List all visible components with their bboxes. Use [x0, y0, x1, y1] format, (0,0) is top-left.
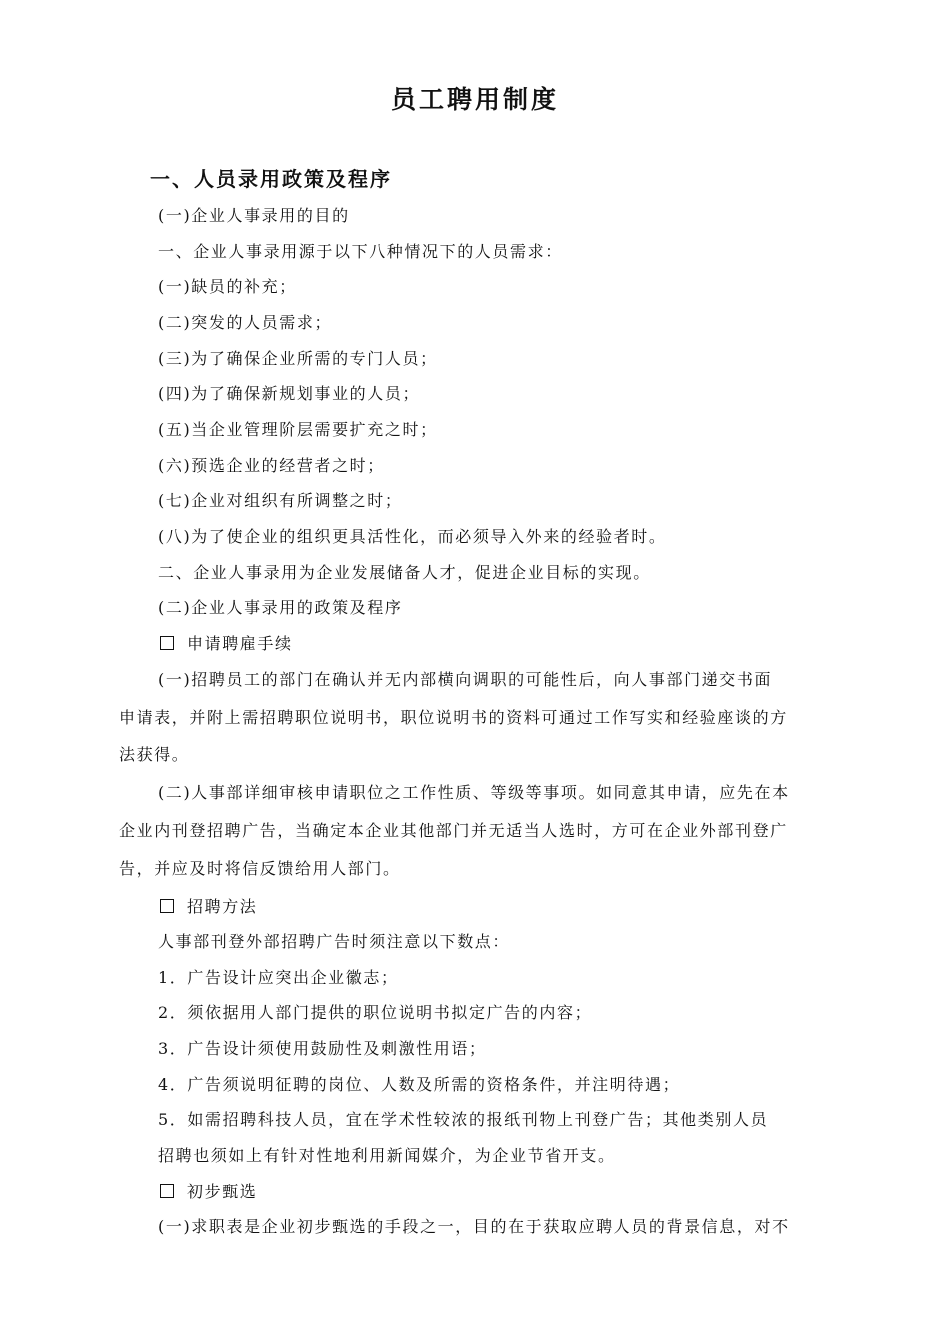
paragraph-line: 法获得。	[119, 745, 190, 764]
paragraph-line: 1．广告设计应突出企业徽志；	[158, 968, 399, 987]
paragraph-line: (五)当企业管理阶层需要扩充之时；	[158, 420, 438, 439]
page-title: 员工聘用制度	[390, 85, 559, 114]
section-heading: 一、人员录用政策及程序	[150, 167, 392, 191]
checkbox-icon	[160, 899, 174, 913]
paragraph-line: (二)突发的人员需求；	[158, 313, 333, 332]
paragraph-line: (一)求职表是企业初步甄选的手段之一，目的在于获取应聘人员的背景信息，对不	[158, 1217, 790, 1236]
paragraph-line: (六)预选企业的经营者之时；	[158, 456, 385, 475]
paragraph-line: (一)缺员的补充；	[158, 277, 297, 296]
checkbox-item-screening	[158, 1180, 257, 1204]
paragraph-line: (八)为了使企业的组织更具活性化，而必须导入外来的经验者时。	[158, 527, 667, 546]
checkbox-item-apply	[158, 632, 293, 656]
paragraph-line: (四)为了确保新规划事业的人员；	[158, 384, 421, 403]
paragraph-line: 企业内刊登招聘广告，当确定本企业其他部门并无适当人选时，方可在企业外部刊登广	[119, 821, 788, 840]
paragraph-line: 人事部刊登外部招聘广告时须注意以下数点：	[158, 932, 511, 951]
checkbox-icon	[160, 1184, 174, 1198]
paragraph-line: (三)为了确保企业所需的专门人员；	[158, 349, 438, 368]
paragraph-line: 4．广告须说明征聘的岗位、人数及所需的资格条件，并注明待遇；	[158, 1075, 681, 1094]
paragraph-line: 申请表，并附上需招聘职位说明书，职位说明书的资料可通过工作写实和经验座谈的方	[119, 708, 788, 727]
paragraph-line: (二)人事部详细审核申请职位之工作性质、等级等事项。如同意其申请，应先在本	[158, 783, 790, 802]
checkbox-label: 初步甄选	[187, 1182, 258, 1201]
paragraph-line: (一)招聘员工的部门在确认并无内部横向调职的可能性后，向人事部门递交书面	[158, 670, 773, 689]
checkbox-label: 招聘方法	[187, 897, 258, 916]
paragraph-line: (二)企业人事录用的政策及程序	[158, 598, 403, 617]
checkbox-item-methods	[158, 895, 257, 919]
paragraph-line: 2．须依据用人部门提供的职位说明书拟定广告的内容；	[158, 1003, 593, 1022]
paragraph-line: 一、企业人事录用源于以下八种情况下的人员需求：	[158, 242, 563, 261]
paragraph-line: 招聘也须如上有针对性地利用新闻媒介，为企业节省开支。	[158, 1146, 616, 1165]
checkbox-icon	[160, 636, 174, 650]
checkbox-label: 申请聘雇手续	[187, 634, 293, 653]
paragraph-line: 告，并应及时将信反馈给用人部门。	[119, 859, 401, 878]
paragraph-line: (一)企业人事录用的目的	[158, 206, 350, 225]
paragraph-line: 二、企业人事录用为企业发展储备人才，促进企业目标的实现。	[158, 563, 651, 582]
paragraph-line: (七)企业对组织有所调整之时；	[158, 491, 403, 510]
paragraph-line: 3．广告设计须使用鼓励性及刺激性用语；	[158, 1039, 487, 1058]
paragraph-line: 5．如需招聘科技人员，宜在学术性较浓的报纸刊物上刊登广告；其他类别人员	[158, 1110, 769, 1129]
